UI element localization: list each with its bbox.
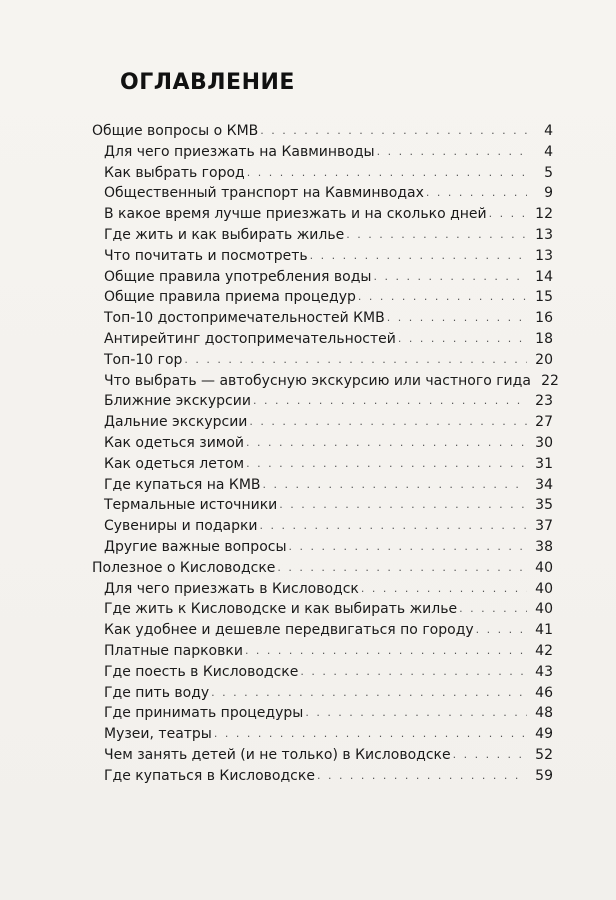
toc-page-number: 16 (535, 310, 553, 327)
toc-entry-title: Где принимать процедуры (104, 705, 304, 722)
toc-entry (92, 433, 553, 454)
toc-dot-leader (489, 204, 527, 225)
toc-page-number: 30 (535, 434, 553, 451)
toc-entry (92, 267, 553, 288)
toc-entry-title: Для чего приезжать на Кавминводы (104, 143, 375, 160)
toc-entry-title: Как выбрать город (104, 164, 245, 181)
toc-dot-leader (373, 267, 527, 288)
toc-page-number: 41 (535, 622, 553, 639)
toc-entry-title: Топ-10 гор (104, 351, 183, 368)
toc-page-number: 15 (535, 289, 553, 306)
toc-page-number: 52 (535, 746, 553, 763)
toc-entry (92, 662, 553, 683)
toc-dot-leader (245, 641, 527, 662)
toc-page-number: 4 (544, 143, 553, 160)
toc-page-number: 42 (535, 642, 553, 659)
toc-page-number: 59 (535, 767, 553, 784)
toc-entry-title: Антирейтинг достопримечательностей (104, 330, 396, 347)
toc-page-number: 9 (544, 185, 553, 202)
toc-dot-leader (289, 537, 527, 558)
toc-entry-title: Что почитать и посмотреть (104, 247, 308, 264)
toc-dot-leader (263, 475, 527, 496)
toc-dot-leader (346, 225, 527, 246)
toc-entry-title: Как одеться летом (104, 455, 245, 472)
toc-entry (92, 329, 553, 350)
toc-entry-title: Где купаться на КМВ (104, 476, 261, 493)
toc-dot-leader (247, 163, 527, 184)
toc-dot-leader (279, 495, 527, 516)
toc-entry-title: Что выбрать — автобусную экскурсию или частного гида (104, 372, 531, 389)
toc-entry-title: Где пить воду (104, 684, 210, 701)
toc-dot-leader (361, 579, 527, 600)
toc-entry-title: Топ-10 достопримечательностей КМВ (104, 310, 385, 327)
toc-entry (92, 537, 553, 558)
toc-page-number: 20 (535, 351, 553, 368)
toc-dot-leader (253, 391, 527, 412)
toc-dot-leader (476, 620, 527, 641)
toc-entry-title: Для чего приезжать в Кисловодск (104, 580, 359, 597)
toc-entry (92, 724, 553, 745)
toc-entry (92, 391, 553, 412)
toc-dot-leader (260, 516, 527, 537)
toc-page-number: 14 (535, 268, 553, 285)
toc-entry-title: Как одеться зимой (104, 434, 245, 451)
toc-dot-leader (358, 287, 527, 308)
toc-dot-leader (459, 599, 527, 620)
toc-dot-leader (246, 433, 527, 454)
toc-entry (92, 599, 553, 620)
toc-entry-title: Где жить и как выбирать жилье (104, 226, 345, 243)
toc-entry (92, 620, 553, 641)
toc-page-number: 34 (535, 476, 553, 493)
toc-entry-title: Платные парковки (104, 642, 243, 659)
toc-entry-title: Чем занять детей (и не только) в Кисловодске (104, 746, 451, 763)
toc-entry (92, 412, 553, 433)
toc-entry (92, 225, 553, 246)
toc-entry (92, 495, 553, 516)
toc-page-number: 40 (535, 559, 553, 576)
toc-dot-leader (453, 745, 527, 766)
toc-page-number: 5 (544, 164, 553, 181)
toc-dot-leader (317, 766, 527, 787)
toc-page-number: 37 (535, 518, 553, 535)
toc-entry (92, 308, 553, 329)
toc-entry-title: Дальние экскурсии (104, 414, 248, 431)
toc-dot-leader (260, 121, 527, 142)
toc-entry-title: Музеи, театры (104, 726, 212, 743)
toc-page-number: 4 (544, 123, 553, 139)
toc-page-number: 43 (535, 663, 553, 680)
toc-dot-leader (398, 329, 527, 350)
page-title: ОГЛАВЛЕНИЕ (120, 70, 295, 95)
toc-entry (92, 641, 553, 662)
toc-entry-title: Общественный транспорт на Кавминводах (104, 185, 424, 202)
toc-entry-title: Термальные источники (104, 497, 278, 514)
toc-dot-leader (310, 246, 527, 267)
toc-entry-title: Где жить к Кисловодске и как выбирать жилье (104, 601, 458, 618)
table-of-contents (92, 121, 559, 787)
toc-entry (92, 287, 553, 308)
toc-dot-leader (246, 454, 527, 475)
toc-page-number: 46 (535, 684, 553, 701)
toc-page-number: 23 (535, 393, 553, 410)
toc-entry (92, 454, 553, 475)
toc-entry-title: Общие правила приема процедур (104, 289, 356, 306)
toc-section-entry (92, 121, 553, 142)
toc-entry-title: Как удобнее и дешевле передвигаться по городу (104, 622, 474, 639)
toc-entry (92, 142, 553, 163)
toc-entry-title: Где купаться в Кисловодске (104, 767, 315, 784)
toc-entry-title: В какое время лучше приезжать и на сколько дней (104, 206, 487, 223)
toc-entry-title: Сувениры и подарки (104, 518, 258, 535)
toc-page-number: 48 (535, 705, 553, 722)
toc-entry (92, 475, 553, 496)
toc-dot-leader (300, 662, 527, 683)
toc-page-number: 22 (541, 372, 559, 389)
toc-dot-leader (377, 142, 527, 163)
toc-entry (92, 204, 553, 225)
toc-dot-leader (214, 724, 527, 745)
toc-page-number: 40 (535, 580, 553, 597)
toc-page-number: 35 (535, 497, 553, 514)
toc-entry-title: Ближние экскурсии (104, 393, 251, 410)
toc-page-number: 13 (535, 247, 553, 264)
toc-entry-title: Полезное о Кисловодске (92, 559, 276, 576)
toc-section-entry (92, 558, 553, 579)
toc-entry (92, 371, 559, 392)
toc-dot-leader (277, 558, 527, 579)
toc-page-number: 49 (535, 726, 553, 743)
toc-dot-leader (305, 703, 527, 724)
toc-entry (92, 163, 553, 184)
toc-entry (92, 183, 553, 204)
toc-entry (92, 766, 553, 787)
toc-entry (92, 350, 553, 371)
toc-entry (92, 246, 553, 267)
toc-entry (92, 683, 553, 704)
toc-entry (92, 745, 553, 766)
toc-dot-leader (249, 412, 527, 433)
toc-page-number: 40 (535, 601, 553, 618)
toc-page-number: 31 (535, 455, 553, 472)
toc-page-number: 18 (535, 330, 553, 347)
toc-page-number: 13 (535, 226, 553, 243)
toc-dot-leader (211, 683, 527, 704)
toc-entry-title: Где поесть в Кисловодске (104, 663, 299, 680)
toc-entry (92, 579, 553, 600)
toc-entry-title: Общие правила употребления воды (104, 268, 372, 285)
toc-entry (92, 703, 553, 724)
toc-dot-leader (387, 308, 527, 329)
toc-entry-title: Общие вопросы о КМВ (92, 123, 259, 139)
toc-page-number: 38 (535, 538, 553, 555)
toc-entry-title: Другие важные вопросы (104, 538, 287, 555)
toc-dot-leader (426, 183, 527, 204)
toc-entry (92, 516, 553, 537)
toc-dot-leader (184, 350, 527, 371)
toc-page-number: 12 (535, 206, 553, 223)
toc-page-number: 27 (535, 414, 553, 431)
